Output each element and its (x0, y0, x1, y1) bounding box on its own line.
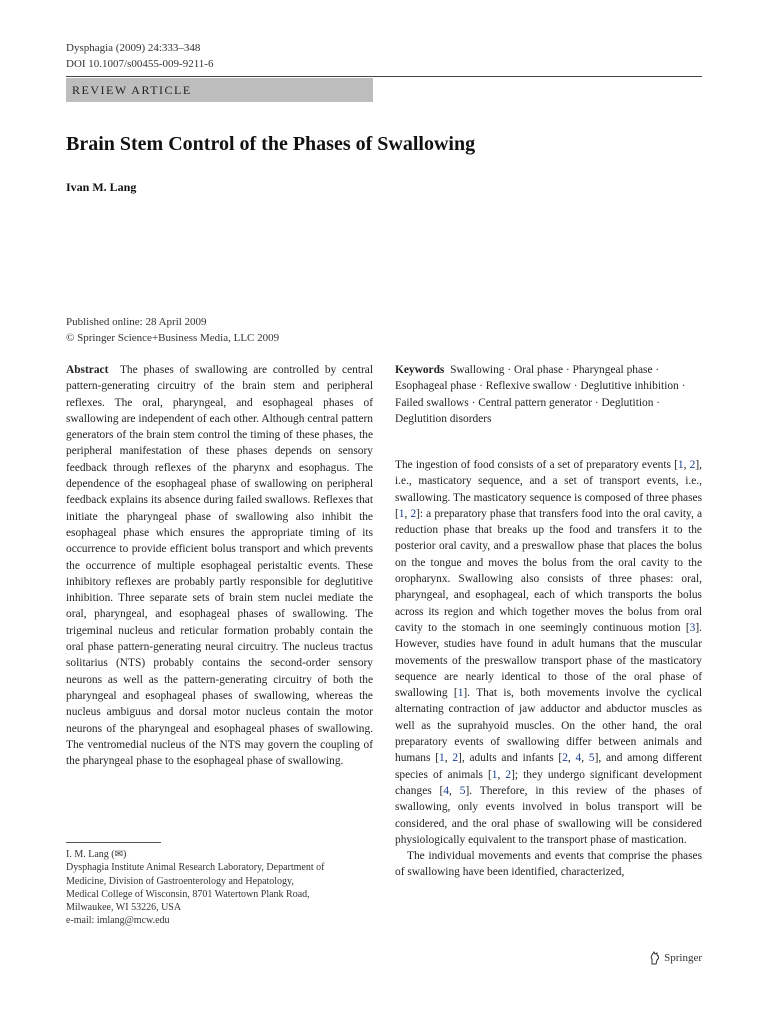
citation-link[interactable]: 1 (677, 459, 684, 471)
body-text-segment: , (444, 752, 453, 765)
citation-link[interactable]: 4 (443, 784, 450, 797)
citation-link[interactable]: 5 (459, 784, 466, 797)
keywords-label: Keywords (395, 364, 445, 376)
affiliation-line-2: Medicine, Division of Gastroenterology and Hepatology, (66, 875, 294, 887)
published-online: Published online: 28 April 2009 (66, 316, 207, 328)
affiliation-line-3: Medical College of Wisconsin, 8701 Watertown Plank Road, (66, 888, 310, 900)
body-text (395, 457, 702, 881)
footnote-author-close: ) (123, 849, 127, 860)
body-text-segment: , (581, 752, 589, 765)
author-name: Ivan M. Lang (66, 180, 137, 194)
citation-link[interactable]: 3 (689, 621, 696, 634)
copyright: © Springer Science+Business Media, LLC 2009 (66, 332, 280, 344)
doi: DOI 10.1007/s00455-009-9211-6 (66, 58, 214, 70)
article-title: Brain Stem Control of the Phases of Swallowing (66, 133, 476, 155)
footnote-author (66, 848, 386, 861)
body-text-segment: , (567, 752, 576, 765)
citation-link[interactable]: 1 (439, 752, 445, 765)
abstract-text: The phases of swallowing are controlled by central pattern-generating circuitry of the brain stem and peripheral reflexes. The oral, pharyngeal, and esophageal phases of swallowing are independent of each other. Although central pattern generators of the brain stem control the timing of these phases, the peripheral manifestation of these phases depends on sensory feedback through reflexes of the pharynx and esophagus. The dependence of the esophageal phase of swallowing on peripheral feedback explains its absence during failed swallows. Reflexes that initiate the pharyngeal phase of swallowing also inhibit the esophageal phase which ensures the appropriate timing of its occurrence to provide efficient bolus transport and which prevents the occurrence of multiple esophageal peristaltic events. These inhibitory reflexes are probably partly responsible for deglutitive inhibition. Three separate sets of brain stem nuclei mediate the oral, pharyngeal, and esophageal phases of swallowing. The trigeminal nucleus and reticular formation probably contain the oral phase pattern-generating neural circuitry. The nucleus tractus solitarius (NTS) probably contains the second-order sensory neurons as well as the pattern-generating circuitry of both the pharyngeal and esophageal phases of swallowing, whereas the nucleus ambiguus and dorsal motor nucleus contain the motor neurons of the pharyngeal and esophageal phases of swallowing. The ventromedial nucleus of the NTS may govern the coupling of the pharyngeal phase to the esophageal phase of swallowing. (66, 364, 373, 768)
body-text-segment: ], i.e., masticatory sequence, and a set of transport events, i.e., swallowing. The masticatory sequence is composed of three phases [ (395, 459, 702, 520)
body-text-segment: , (497, 768, 506, 781)
body-text-segment: , (404, 507, 411, 520)
keywords-section (395, 362, 702, 427)
citation-link[interactable]: 4 (575, 752, 582, 765)
citation-link[interactable]: 2 (562, 752, 568, 765)
body-paragraph-2: The individual movements and events that comprise the phases of swallowing have been identified, characterized, (395, 850, 702, 879)
body-text-segment: The ingestion of food consists of a set of preparatory events [ (395, 459, 678, 471)
author-email[interactable]: e-mail: imlang@mcw.edu (66, 915, 170, 927)
journal-citation: Dysphagia (2009) 24:333–348 (66, 42, 201, 54)
body-text-segment: ]. However, studies have found in adult humans that the muscular movements of the preswallow transport phase of the masticatory sequence are nearly identical to those of the oral phase of swallowing [ (395, 621, 702, 700)
body-text-segment: ], and among different species of animals [ (395, 752, 702, 781)
keywords-paragraph (395, 362, 702, 427)
body-text-segment: ]. Therefore, in this review of the phases of swallowing, only events involved in bolus transport will be considered, and the oral phase of swallowing will be considered physiologically equivalent to the transport phase of mastication. (395, 784, 703, 846)
citation-link[interactable]: 5 (588, 752, 595, 765)
abstract-section (66, 362, 373, 769)
article-type-banner: REVIEW ARTICLE (66, 78, 373, 102)
footnote-rule (66, 842, 161, 843)
body-text-segment: ]. That is, both movements involve the cyclical alternating contraction of jaw adductor and abductor muscles as well as the suprahyoid muscles. On the other hand, the oral preparatory events of swallowing differ between animals and humans [ (395, 687, 702, 765)
body-text-segment: , (449, 784, 460, 797)
body-paragraph-1 (395, 457, 702, 848)
body-text-segment: , (683, 459, 690, 471)
affiliation-line-4: Milwaukee, WI 53226, USA (66, 902, 182, 914)
citation-link[interactable]: 2 (689, 459, 696, 471)
citation-link[interactable]: 1 (457, 687, 464, 700)
body-text-segment: ]: a preparatory phase that transfers food into the oral cavity, a reduction phase that breaks up the food and transfers it to the posterior oral cavity, and a preswallow phase that places the bolus on the tongue and moves the bolus from the oral cavity to the oropharynx. Swallowing also consists of three phases: oral, pharyngeal, and esophageal, each of which transports the bolus across its region and which together moves the bolus from oral cavity to the stomach in one seemingly continuous motion [ (395, 507, 702, 634)
body-text-segment: ], adults and infants [ (458, 752, 563, 765)
citation-link[interactable]: 2 (505, 768, 512, 781)
publication-info (66, 314, 279, 346)
abstract-paragraph (66, 362, 373, 769)
body-text-segment: ]; they undergo significant development changes [ (395, 768, 702, 797)
envelope-icon: ✉ (114, 849, 123, 860)
citation-link[interactable]: 1 (398, 507, 405, 520)
springer-horse-icon (649, 951, 661, 965)
footnote-author-name: I. M. Lang ( (66, 849, 115, 860)
affiliation-line-1: Dysphagia Institute Animal Research Laboratory, Department of (66, 862, 325, 874)
header-rule (66, 76, 702, 77)
keywords-text: Swallowing · Oral phase · Pharyngeal phase · Esophageal phase · Reflexive swallow · Deglutitive inhibition · Failed swallows · Central pattern generator · Deglutition · Deglutition disorders (395, 364, 686, 425)
citation-link[interactable]: 1 (491, 768, 498, 781)
citation-link[interactable]: 2 (452, 752, 459, 765)
citation-link[interactable]: 2 (410, 507, 417, 520)
publisher-logo (649, 951, 702, 965)
publisher-name: Springer (664, 952, 702, 964)
abstract-label: Abstract (66, 364, 109, 376)
author-affiliation-footnote (66, 848, 386, 928)
